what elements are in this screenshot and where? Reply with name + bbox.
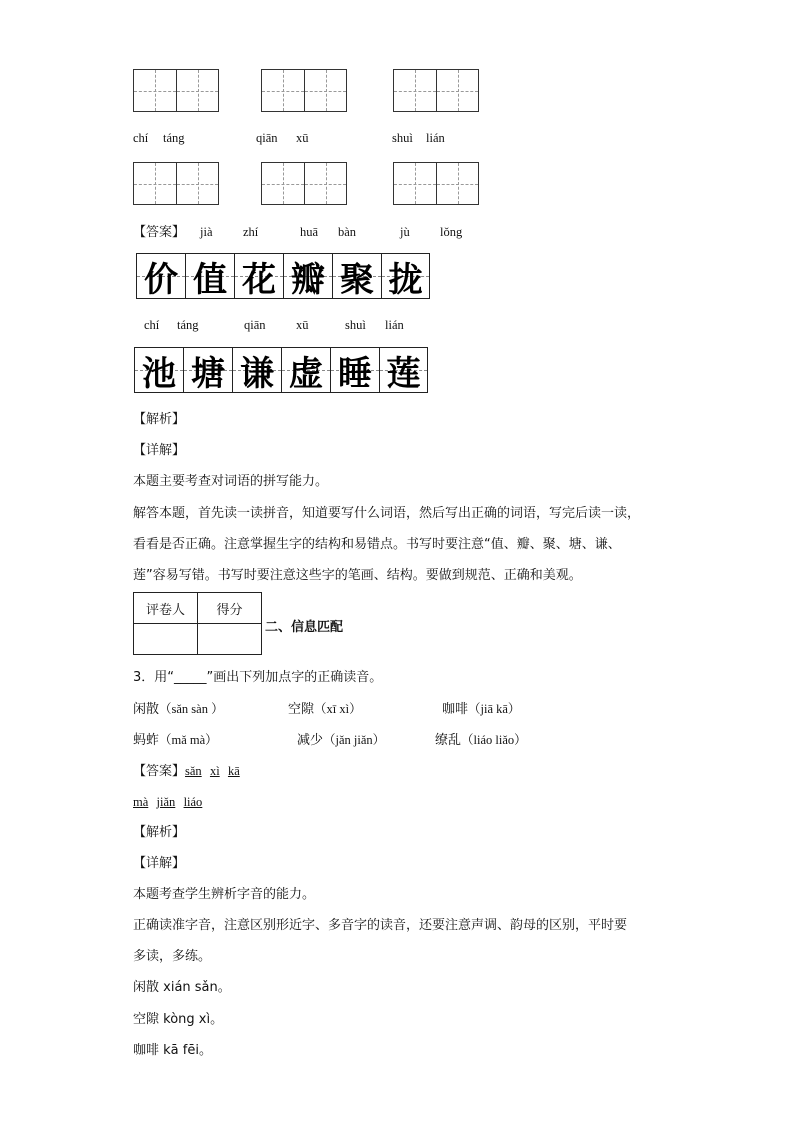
answer-line: mà jiǎn liáo: [133, 795, 203, 809]
handwritten-char: 值: [185, 254, 234, 298]
handwritten-answer-row-2: [134, 347, 428, 393]
writing-grid: [261, 69, 347, 112]
question-item: 蚂蚱（mǎ mà）: [133, 733, 218, 748]
pinyin: táng: [177, 318, 199, 332]
handwritten-char: 瓣: [283, 254, 332, 298]
paragraph: 多读，多练。: [133, 949, 212, 964]
handwritten-char: 价: [136, 254, 185, 298]
pinyin: zhí: [243, 225, 259, 239]
section-title: 二、信息匹配: [265, 620, 344, 635]
pinyin: qiān: [256, 131, 278, 145]
pinyin: lián: [426, 131, 445, 145]
question-item: 减少（jǎn jiǎn）: [297, 733, 386, 748]
handwritten-char: 塘: [183, 348, 232, 392]
question-item: 空隙（xī xì）: [288, 702, 362, 717]
pinyin: xū: [296, 131, 309, 145]
question-item: 咖啡（jiā kā）: [442, 702, 521, 717]
score-cell: [198, 624, 262, 655]
handwritten-char: 虚: [281, 348, 330, 392]
paragraph: 看看是否正确。注意掌握生字的结构和易错点。书写时要注意“值、瓣、聚、塘、谦、: [133, 537, 621, 552]
example-line: 咖啡 kā fēi。: [133, 1043, 212, 1058]
pinyin: huā: [300, 225, 319, 239]
writing-grid: [133, 69, 219, 112]
handwritten-char: 莲: [379, 348, 428, 392]
handwritten-answer-row-1: [136, 253, 430, 299]
detail-label: 【详解】: [133, 856, 186, 871]
score-header: 得分: [198, 593, 262, 624]
writing-grid: [393, 69, 479, 112]
grader-cell: [134, 624, 198, 655]
analysis-label: 【解析】: [133, 825, 186, 840]
analysis-label: 【解析】: [133, 412, 186, 427]
writing-grid: [261, 162, 347, 205]
question-stem: 3．用“_____”画出下列加点字的正确读音。: [133, 670, 383, 685]
pinyin: shuì: [345, 318, 366, 332]
pinyin: táng: [163, 131, 185, 145]
pinyin: lián: [385, 318, 404, 332]
pinyin: jù: [400, 225, 410, 239]
paragraph: 本题主要考查对词语的拼写能力。: [133, 474, 329, 489]
handwritten-char: 花: [234, 254, 283, 298]
pinyin: xū: [296, 318, 309, 332]
pinyin: jià: [200, 225, 213, 239]
writing-grid: [393, 162, 479, 205]
question-item: 闲散（sǎn sàn ）: [133, 702, 224, 717]
pinyin: bàn: [338, 225, 357, 239]
pinyin: chí: [144, 318, 160, 332]
writing-grid: [133, 162, 219, 205]
handwritten-char: 拢: [381, 254, 430, 298]
pinyin: chí: [133, 131, 149, 145]
paragraph: 解答本题，首先读一读拼音，知道要写什么词语，然后写出正确的词语，写完后读一读，: [133, 506, 641, 521]
pinyin: qiān: [244, 318, 266, 332]
handwritten-char: 聚: [332, 254, 381, 298]
example-line: 闲散 xián sǎn。: [133, 980, 231, 995]
pinyin: shuì: [392, 131, 413, 145]
handwritten-char: 池: [134, 348, 183, 392]
handwritten-char: 睡: [330, 348, 379, 392]
paragraph: 本题考查学生辨析字音的能力。: [133, 887, 316, 902]
answer-label: 【答案】: [133, 225, 186, 240]
pinyin: lǒng: [440, 225, 463, 239]
detail-label: 【详解】: [133, 443, 186, 458]
paragraph: 正确读准字音，注意区别形近字、多音字的读音，还要注意声调、韵母的区别，平时要: [133, 918, 628, 933]
example-line: 空隙 kòng xì。: [133, 1012, 224, 1027]
score-table: [133, 592, 262, 655]
handwritten-char: 谦: [232, 348, 281, 392]
paragraph: 莲”容易写错。书写时要注意这些字的笔画、结构。要做到规范、正确和美观。: [133, 568, 582, 583]
question-item: 缭乱（liáo liǎo）: [435, 733, 527, 748]
answer-line: 【答案】sǎn xì kā: [133, 764, 240, 779]
grader-header: 评卷人: [134, 593, 198, 624]
